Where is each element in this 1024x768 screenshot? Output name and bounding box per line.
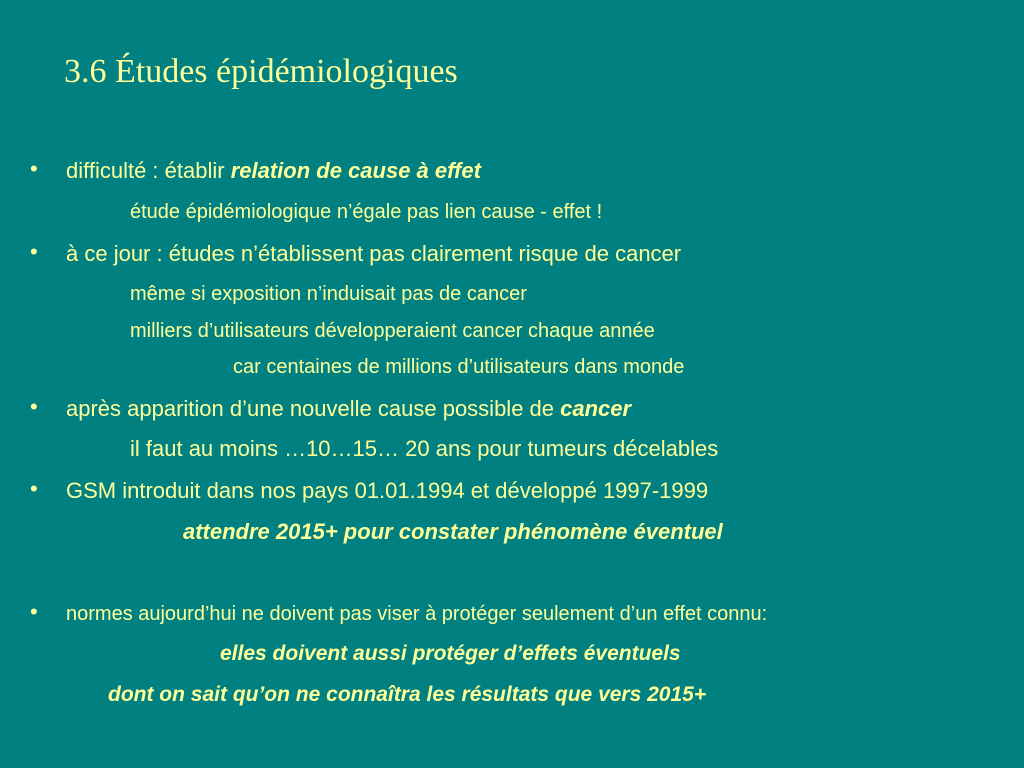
bullet-marker: •	[30, 394, 38, 419]
bullet-line-2: à ce jour : études n’établissent pas clairement risque de cancer	[66, 241, 682, 266]
sub-line-1: étude épidémiologique n’égale pas lien cause - effet !	[130, 201, 603, 223]
bullet-marker: •	[30, 156, 38, 181]
sub-line-2: même si exposition n’induisait pas de cancer	[130, 283, 527, 305]
bullet-marker: •	[30, 476, 38, 501]
emphasis-text: cancer	[560, 396, 632, 421]
emphasis-line-2: elles doivent aussi protéger d’effets éventuels	[220, 642, 681, 665]
bullet-line-3	[66, 398, 631, 420]
emphasis-line-3: dont on sait qu’on ne connaîtra les résultats que vers 2015+	[108, 683, 707, 706]
bullet-marker: •	[30, 599, 38, 624]
sub-sub-line-1: car centaines de millions d’utilisateurs dans monde	[233, 356, 685, 378]
line-text: après apparition d’une nouvelle cause possible de	[66, 396, 561, 421]
emphasis-text: relation de cause à effet	[230, 158, 481, 183]
bullet-marker: •	[30, 239, 38, 264]
bullet-line-5: normes aujourd’hui ne doivent pas viser à protéger seulement d’un effet connu:	[66, 603, 768, 625]
sub-line-4: il faut au moins …10…15… 20 ans pour tumeurs décelables	[130, 436, 719, 461]
line-text: difficulté : établir	[66, 158, 231, 183]
sub-line-3: milliers d’utilisateurs développeraient cancer chaque année	[130, 320, 655, 342]
emphasis-line-1: attendre 2015+ pour constater phénomène éventuel	[183, 519, 723, 544]
slide-title: 3.6 Études épidémiologiques	[64, 53, 458, 90]
bullet-line-4: GSM introduit dans nos pays 01.01.1994 et développé 1997-1999	[66, 478, 709, 503]
bullet-line-1	[66, 160, 481, 182]
